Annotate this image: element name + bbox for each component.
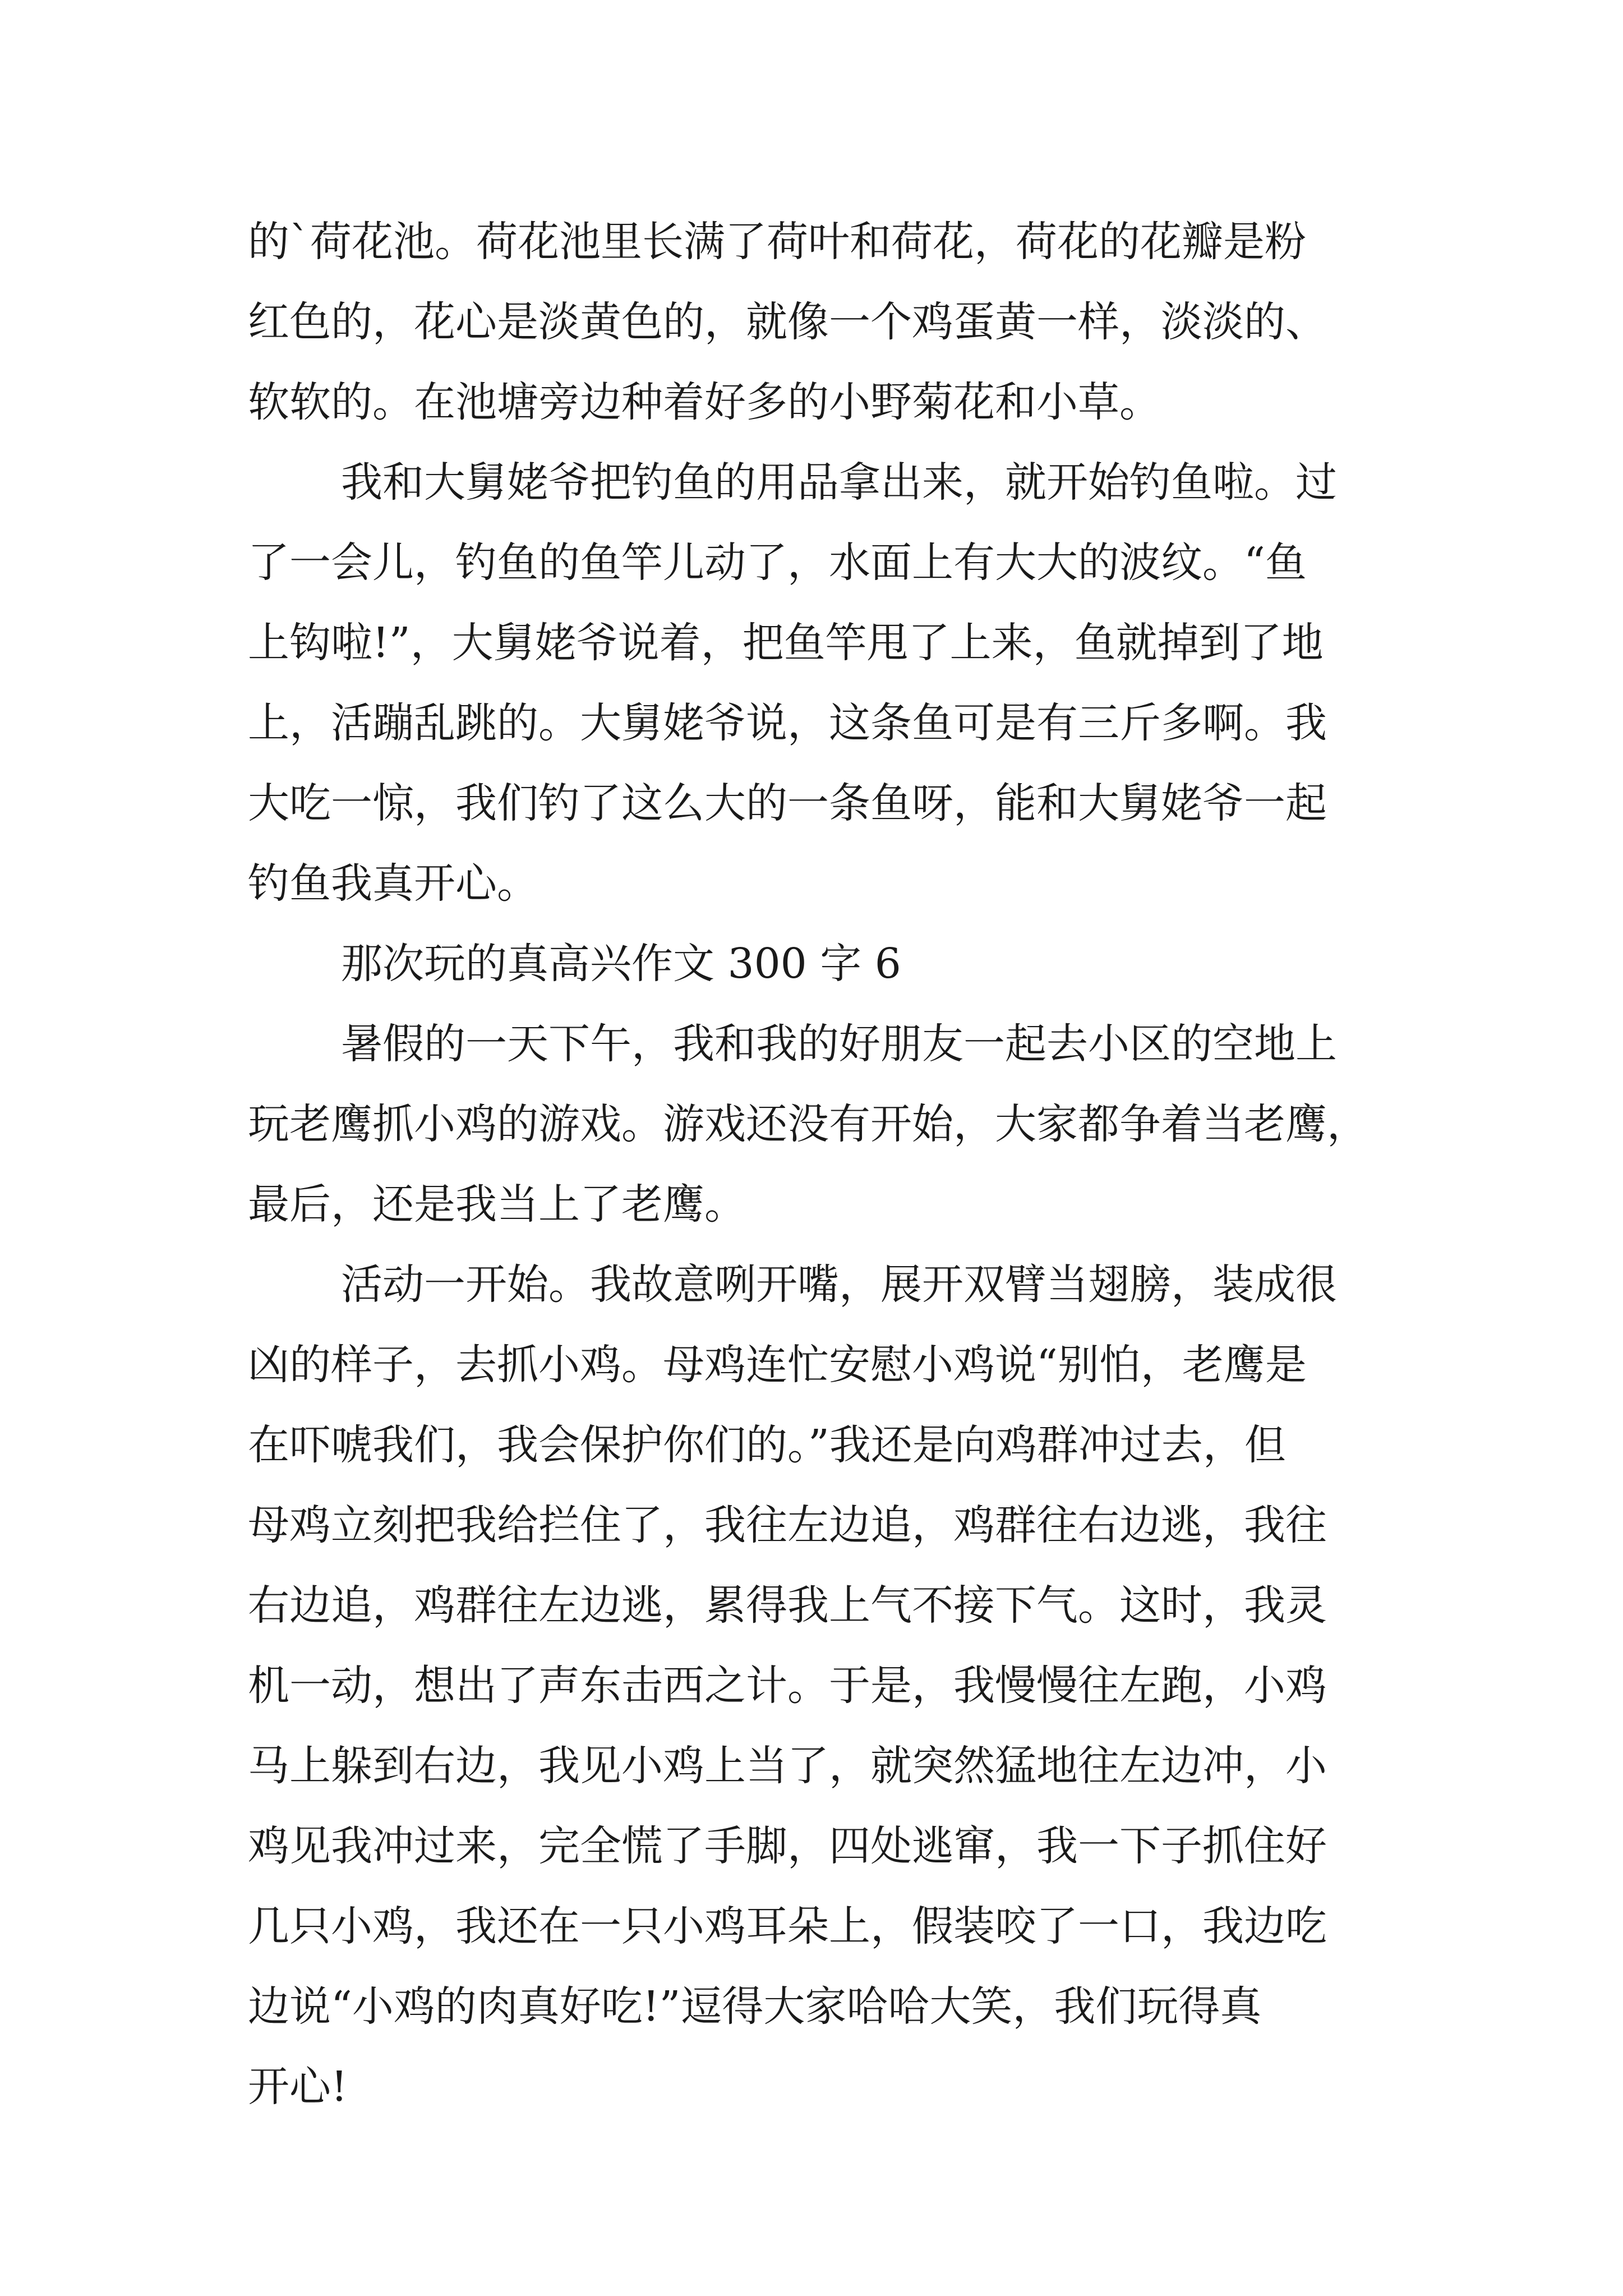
text-line: 最后，还是我当上了老鹰。 bbox=[248, 1180, 746, 1228]
text-line: 钓鱼我真开心。 bbox=[248, 859, 538, 908]
text-line: 在吓唬我们，我会保护你们的。”我还是向鸡群冲过去，但 bbox=[248, 1421, 1286, 1469]
text-line: 鸡见我冲过来，完全慌了手脚，四处逃窜，我一下子抓住好 bbox=[248, 1822, 1327, 1870]
text-line: 上，活蹦乱跳的。大舅姥爷说，这条鱼可是有三斤多啊。我 bbox=[248, 699, 1327, 747]
text-line: 右边追，鸡群往左边逃，累得我上气不接下气。这时，我灵 bbox=[248, 1581, 1327, 1630]
text-line: 凶的样子，去抓小鸡。母鸡连忙安慰小鸡说“别怕，老鹰是 bbox=[248, 1341, 1307, 1389]
section-heading: 那次玩的真高兴作文 300 字 6 bbox=[341, 940, 901, 988]
text-line: 大吃一惊，我们钓了这么大的一条鱼呀，能和大舅姥爷一起 bbox=[248, 779, 1327, 827]
text-line: 上钩啦!”，大舅姥爷说着，把鱼竿甩了上来，鱼就掉到了地 bbox=[248, 619, 1324, 667]
text-line: 了一会儿，钓鱼的鱼竿儿动了，水面上有大大的波纹。“鱼 bbox=[248, 539, 1307, 587]
text-line: 软软的。在池塘旁边种着好多的小野菊花和小草。 bbox=[248, 378, 1161, 426]
paragraph-first-line: 活动一开始。我故意咧开嘴，展开双臂当翅膀，装成很 bbox=[341, 1260, 1337, 1309]
paragraph-first-line: 我和大舅姥爷把钓鱼的用品拿出来，就开始钓鱼啦。过 bbox=[341, 458, 1337, 507]
text-line: 开心! bbox=[248, 2063, 348, 2111]
text-line: 几只小鸡，我还在一只小鸡耳朵上，假装咬了一口，我边吃 bbox=[248, 1902, 1327, 1950]
text-line: 边说“小鸡的肉真好吃!”逗得大家哈哈大笑，我们玩得真 bbox=[248, 1982, 1262, 2031]
text-line: 机一动，想出了声东击西之计。于是，我慢慢往左跑，小鸡 bbox=[248, 1662, 1327, 1710]
text-line: 红色的，花心是淡黄色的，就像一个鸡蛋黄一样，淡淡的、 bbox=[248, 298, 1327, 346]
text-line: 的`荷花池。荷花池里长满了荷叶和荷花，荷花的花瓣是粉 bbox=[248, 218, 1306, 266]
text-line: 马上躲到右边，我见小鸡上当了，就突然猛地往左边冲，小 bbox=[248, 1742, 1327, 1790]
text-line: 母鸡立刻把我给拦住了，我往左边追，鸡群往右边逃，我往 bbox=[248, 1501, 1327, 1549]
text-line: 玩老鹰抓小鸡的游戏。游戏还没有开始，大家都争着当老鹰， bbox=[248, 1100, 1368, 1148]
document-body bbox=[248, 202, 1403, 2127]
paragraph-first-line: 暑假的一天下午，我和我的好朋友一起去小区的空地上 bbox=[341, 1020, 1337, 1068]
